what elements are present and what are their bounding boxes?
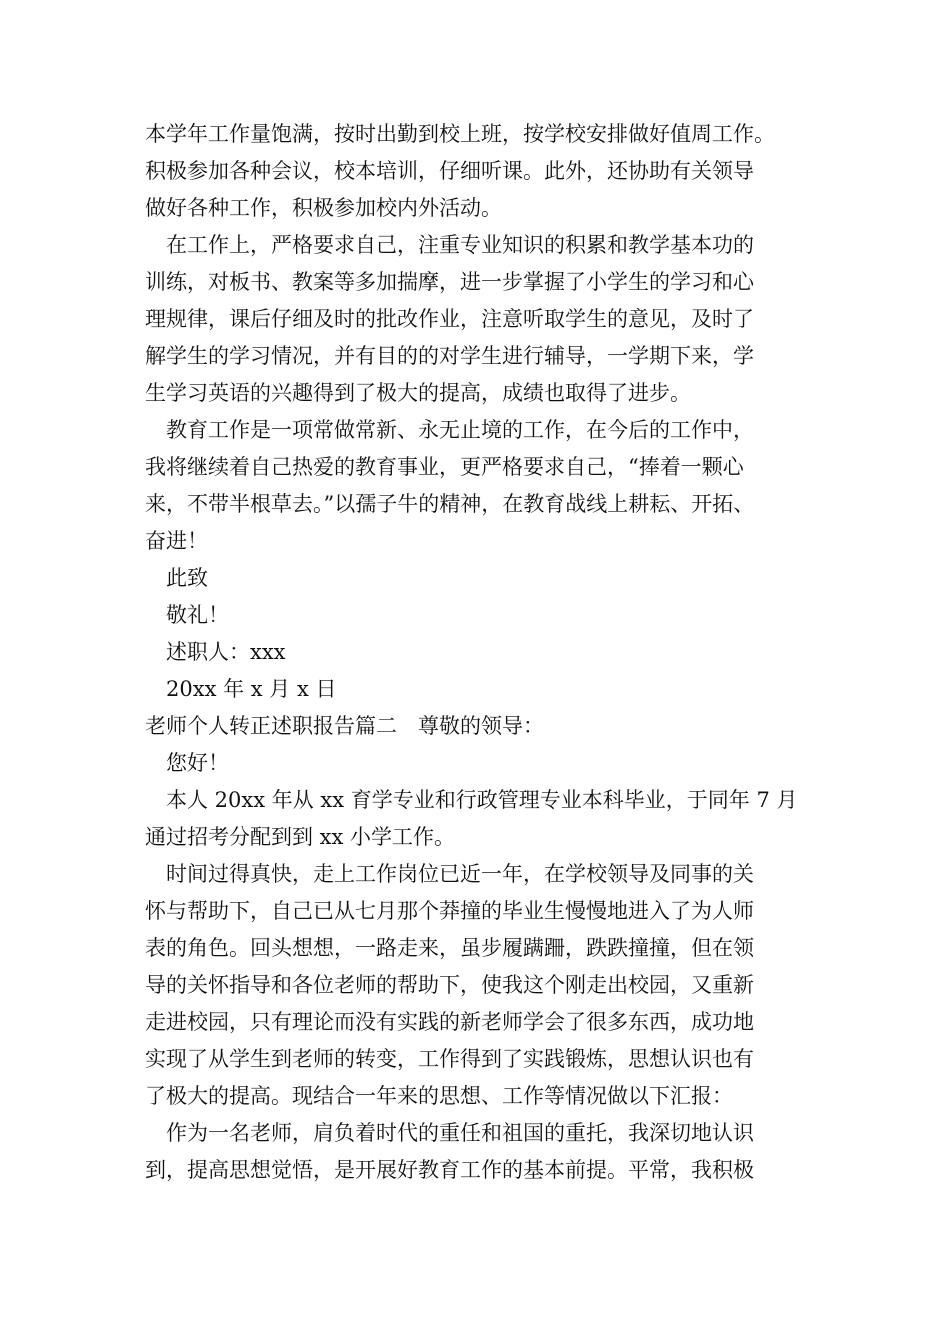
text-line-28: 作为一名老师，肩负着时代的重任和祖国的重托，我深切地认识 <box>166 1121 754 1145</box>
salutation-cizhi: 此致 <box>166 566 208 590</box>
text-line-26: 实现了从学生到老师的转变，工作得到了实践锻炼，思想认识也有 <box>145 1047 754 1071</box>
salutation-jingli: 敬礼！ <box>166 603 229 627</box>
text-line-21: 时间过得真快，走上工作岗位已近一年，在学校领导及同事的关 <box>166 862 754 886</box>
text-line-11: 来，不带半根草去。”以孺子牛的精神，在教育战线上耕耘、开拓、 <box>145 492 755 516</box>
text-line-10: 我将继续着自己热爱的教育事业，更严格要求自己，“捧着一颗心 <box>145 455 744 479</box>
text-line-5: 训练，对板书、教案等多加揣摩，进一步掌握了小学生的学习和心 <box>145 270 754 294</box>
document-body <box>145 116 815 1189</box>
author-line: 述职人：xxx <box>166 640 286 664</box>
text-line-22: 怀与帮助下，自己已从七月那个莽撞的毕业生慢慢地进入了为人师 <box>145 899 754 923</box>
text-line-25: 走进校园，只有理论而没有实践的新老师学会了很多东西，成功地 <box>145 1010 754 1034</box>
date-line: 20xx 年 x 月 x 日 <box>166 677 337 701</box>
text-line-24: 导的关怀指导和各位老师的帮助下，使我这个刚走出校园，又重新 <box>145 973 754 997</box>
text-line-6: 理规律，课后仔细及时的批改作业，注意听取学生的意见，及时了 <box>145 307 754 331</box>
text-line-9: 教育工作是一项常做常新、永无止境的工作，在今后的工作中， <box>166 418 754 442</box>
text-line-12: 奋进！ <box>145 529 208 553</box>
text-line-7: 解学生的学习情况，并有目的的对学生进行辅导，一学期下来，学 <box>145 344 754 368</box>
text-line-29: 到，提高思想觉悟，是开展好教育工作的基本前提。平常，我积极 <box>145 1158 754 1182</box>
section-heading: 老师个人转正述职报告篇二 尊敬的领导： <box>145 714 544 738</box>
text-line-1: 本学年工作量饱满，按时出勤到校上班，按学校安排做好值周工作。 <box>145 122 775 146</box>
text-line-8: 生学习英语的兴趣得到了极大的提高，成绩也取得了进步。 <box>145 381 691 405</box>
text-line-23: 表的角色。回头想想，一路走来，虽步履蹒跚，跌跌撞撞，但在领 <box>145 936 754 960</box>
text-line-3: 做好各种工作，积极参加校内外活动。 <box>145 196 502 220</box>
text-line-2: 积极参加各种会议，校本培训，仔细听课。此外，还协助有关领导 <box>145 159 754 183</box>
greeting-line: 您好！ <box>166 751 229 775</box>
text-line-27: 了极大的提高。现结合一年来的思想、工作等情况做以下汇报： <box>145 1084 733 1108</box>
text-line-20: 通过招考分配到到 xx 小学工作。 <box>145 825 456 849</box>
text-line-4: 在工作上，严格要求自己，注重专业知识的积累和教学基本功的 <box>166 233 754 257</box>
text-line-19: 本人 20xx 年从 xx 育学专业和行政管理专业本科毕业，于同年 7 月 <box>166 788 798 812</box>
